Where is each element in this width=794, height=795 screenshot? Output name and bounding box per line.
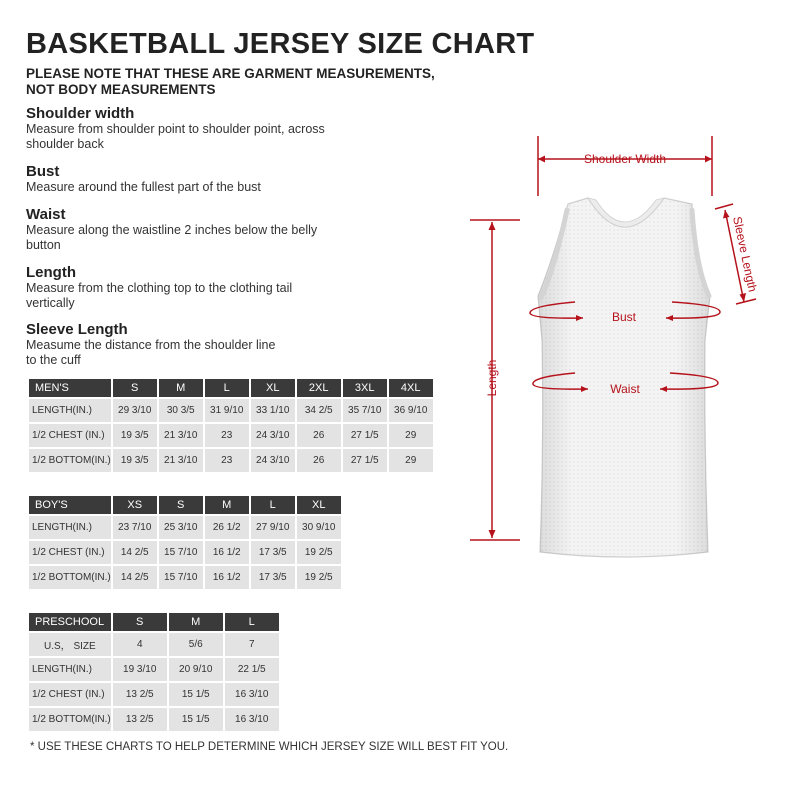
- table-cell: 7: [225, 633, 279, 656]
- table-row-label: LENGTH(IN.): [29, 658, 111, 681]
- arrowhead: [489, 222, 496, 230]
- table-cell: 19 2/5: [297, 541, 341, 564]
- table-header-cell: S: [159, 496, 203, 514]
- table-cell: 16 3/10: [225, 683, 279, 706]
- table-header-cell: 2XL: [297, 379, 341, 397]
- measure-heading: Waist: [26, 206, 66, 223]
- footnote: * USE THESE CHARTS TO HELP DETERMINE WHICH JERSEY SIZE WILL BEST FIT YOU.: [30, 741, 509, 753]
- table-cell: 27 1/5: [343, 424, 387, 447]
- table-cell: 26: [297, 449, 341, 472]
- table-cell: 19 3/5: [113, 449, 157, 472]
- measure-description: Measure from the clothing top to the clothing tail vertically: [26, 281, 293, 310]
- measure-description: Measure along the waistline 2 inches below the belly button: [26, 223, 318, 252]
- table-cell: 29 3/10: [113, 399, 157, 422]
- table-cell: 14 2/5: [113, 541, 157, 564]
- table-row-label: 1/2 CHEST (IN.): [29, 424, 111, 447]
- table-cell: 23: [205, 449, 249, 472]
- table-cell: 15 1/5: [169, 683, 223, 706]
- table-cell: 29: [389, 424, 433, 447]
- table-header-cell: S: [113, 613, 167, 631]
- table-cell: 35 7/10: [343, 399, 387, 422]
- table-header-cell: M: [159, 379, 203, 397]
- table-cell: 25 3/10: [159, 516, 203, 539]
- measure-description: Measume the distance from the shoulder line to the cuff: [26, 338, 276, 367]
- arrowhead: [538, 156, 545, 163]
- table-header-cell: BOY'S: [29, 496, 111, 514]
- table-cell: 33 1/10: [251, 399, 295, 422]
- table-header-cell: MEN'S: [29, 379, 111, 397]
- table-row-label: 1/2 BOTTOM(IN.): [29, 566, 111, 589]
- table-cell: 24 3/10: [251, 424, 295, 447]
- table-cell: 23 7/10: [113, 516, 157, 539]
- table-cell: 21 3/10: [159, 424, 203, 447]
- table-cell: 23: [205, 424, 249, 447]
- measure-heading: Bust: [26, 163, 60, 180]
- table-header-cell: 4XL: [389, 379, 433, 397]
- table-header-cell: L: [225, 613, 279, 631]
- table-cell: 27 9/10: [251, 516, 295, 539]
- table-cell: 31 9/10: [205, 399, 249, 422]
- table-row-label: U.S， SIZE: [29, 633, 111, 656]
- table-cell: 26 1/2: [205, 516, 249, 539]
- measure-heading: Shoulder width: [26, 105, 135, 122]
- sleeve-length-tick-top: [715, 204, 733, 209]
- table-cell: 16 1/2: [205, 566, 249, 589]
- table-header-cell: M: [205, 496, 249, 514]
- table-cell: 15 1/5: [169, 708, 223, 731]
- table-cell: 24 3/10: [251, 449, 295, 472]
- table-header-cell: XL: [251, 379, 295, 397]
- table-header-cell: XS: [113, 496, 157, 514]
- table-header-cell: L: [251, 496, 295, 514]
- table-row-label: LENGTH(IN.): [29, 516, 111, 539]
- waist-label: Waist: [610, 382, 640, 396]
- table-cell: 17 3/5: [251, 541, 295, 564]
- table-cell: 16 1/2: [205, 541, 249, 564]
- table-cell: 22 1/5: [225, 658, 279, 681]
- measure-heading: Length: [26, 264, 76, 281]
- bust-label: Bust: [611, 310, 637, 324]
- table-cell: 19 3/10: [113, 658, 167, 681]
- table-header-cell: M: [169, 613, 223, 631]
- sleeve-length-label: Sleeve Length: [730, 215, 760, 294]
- arrowhead: [489, 530, 496, 538]
- table-row-label: 1/2 CHEST (IN.): [29, 541, 111, 564]
- table-cell: 16 3/10: [225, 708, 279, 731]
- page-title: BASKETBALL JERSEY SIZE CHART: [26, 28, 535, 60]
- page-subtitle: PLEASE NOTE THAT THESE ARE GARMENT MEASUREMENTS, NOT BODY MEASUREMENTS: [26, 66, 435, 97]
- table-row-label: 1/2 BOTTOM(IN.): [29, 449, 111, 472]
- table-cell: 15 7/10: [159, 541, 203, 564]
- table-cell: 19 3/5: [113, 424, 157, 447]
- table-cell: 30 3/5: [159, 399, 203, 422]
- table-cell: 13 2/5: [113, 683, 167, 706]
- measure-description: Measure around the fullest part of the bust: [26, 180, 261, 194]
- table-cell: 29: [389, 449, 433, 472]
- table-cell: 17 3/5: [251, 566, 295, 589]
- table-header-cell: XL: [297, 496, 341, 514]
- jersey-illustration: [538, 198, 710, 557]
- table-cell: 15 7/10: [159, 566, 203, 589]
- measure-heading: Sleeve Length: [26, 321, 128, 338]
- table-cell: 4: [113, 633, 167, 656]
- table-cell: 20 9/10: [169, 658, 223, 681]
- table-header-cell: 3XL: [343, 379, 387, 397]
- sleeve-length-tick-bottom: [736, 299, 756, 304]
- table-header-cell: PRESCHOOL: [29, 613, 111, 631]
- arrowhead: [723, 210, 730, 219]
- table-header-cell: L: [205, 379, 249, 397]
- table-cell: 13 2/5: [113, 708, 167, 731]
- table-cell: 14 2/5: [113, 566, 157, 589]
- table-cell: 36 9/10: [389, 399, 433, 422]
- table-header-cell: S: [113, 379, 157, 397]
- table-cell: 34 2/5: [297, 399, 341, 422]
- length-label: Length: [485, 359, 499, 397]
- table-row-label: 1/2 BOTTOM(IN.): [29, 708, 111, 731]
- measure-description: Measure from shoulder point to shoulder point, across shoulder back: [26, 122, 325, 151]
- arrowhead: [705, 156, 712, 163]
- table-row-label: LENGTH(IN.): [29, 399, 111, 422]
- table-cell: 5/6: [169, 633, 223, 656]
- table-row-label: 1/2 CHEST (IN.): [29, 683, 111, 706]
- table-cell: 21 3/10: [159, 449, 203, 472]
- arrowhead: [740, 293, 747, 302]
- table-cell: 30 9/10: [297, 516, 341, 539]
- table-cell: 27 1/5: [343, 449, 387, 472]
- shoulder-width-label: Shoulder Width: [583, 152, 667, 166]
- table-cell: 26: [297, 424, 341, 447]
- table-cell: 19 2/5: [297, 566, 341, 589]
